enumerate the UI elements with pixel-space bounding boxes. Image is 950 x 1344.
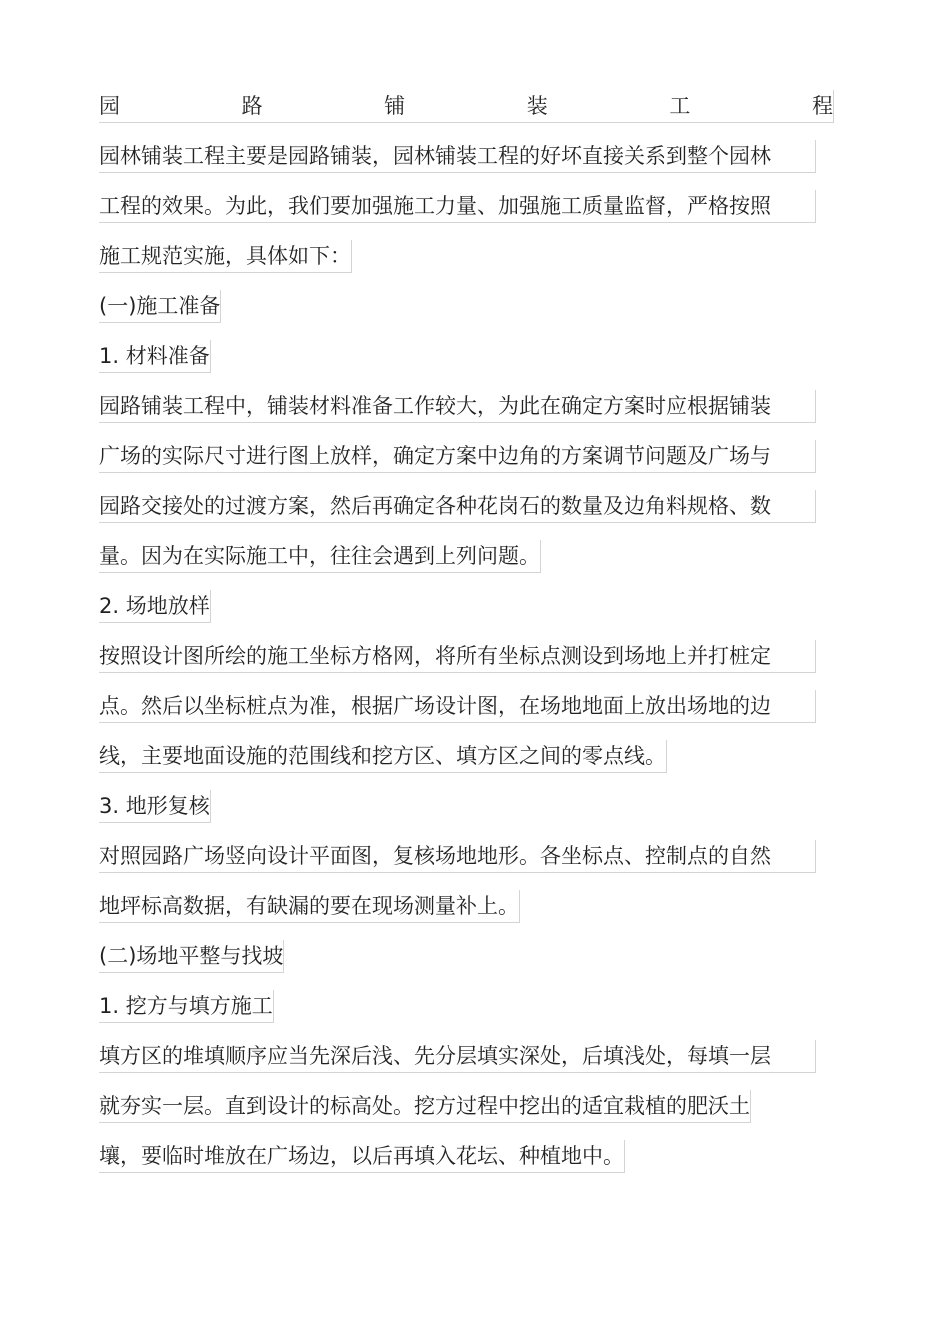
paragraph-line: 壤，要临时堆放在广场边，以后再填入花坛、种植地中。 [99,1140,625,1173]
title-char: 工 [669,94,691,118]
paragraph-line: 园路铺装工程中，铺装材料准备工作较大，为此在确定方案时应根据铺装 [99,390,816,423]
section-heading: (二)场地平整与找坡 [99,940,284,973]
paragraph-line: 对照园路广场竖向设计平面图，复核场地地形。各坐标点、控制点的自然 [99,840,816,873]
title-char: 铺 [384,94,406,118]
paragraph-line: 点。然后以坐标桩点为准，根据广场设计图，在场地地面上放出场地的边 [99,690,816,723]
subsection-heading: 1. 挖方与填方施工 [99,990,274,1023]
paragraph-line: 园林铺装工程主要是园路铺装，园林铺装工程的好坏直接关系到整个园林 [99,140,816,173]
paragraph-line: 线，主要地面设施的范围线和挖方区、填方区之间的零点线。 [99,740,667,773]
subsection-heading: 3. 地形复核 [99,790,211,823]
subsection-heading: 1. 材料准备 [99,340,211,373]
subsection-heading: 2. 场地放样 [99,590,211,623]
section-heading: (一)施工准备 [99,290,221,323]
paragraph-line: 广场的实际尺寸进行图上放样，确定方案中边角的方案调节问题及广场与 [99,440,816,473]
title-char: 装 [526,94,548,118]
title-char: 路 [241,94,263,118]
paragraph-line: 园路交接处的过渡方案，然后再确定各种花岗石的数量及边角料规格、数 [99,490,816,523]
paragraph-line: 工程的效果。为此，我们要加强施工力量、加强施工质量监督，严格按照 [99,190,816,223]
paragraph-line: 就夯实一层。直到设计的标高处。挖方过程中挖出的适宜栽植的肥沃土 [99,1090,751,1123]
document-title [99,90,834,123]
paragraph-line: 按照设计图所绘的施工坐标方格网，将所有坐标点测设到场地上并打桩定 [99,640,816,673]
paragraph-line: 施工规范实施，具体如下： [99,240,352,273]
title-char: 园 [99,94,120,118]
title-char: 程 [811,94,833,118]
paragraph-line: 地坪标高数据，有缺漏的要在现场测量补上。 [99,890,520,923]
paragraph-line: 填方区的堆填顺序应当先深后浅、先分层填实深处，后填浅处，每填一层 [99,1040,816,1073]
paragraph-line: 量。因为在实际施工中，往往会遇到上列问题。 [99,540,541,573]
